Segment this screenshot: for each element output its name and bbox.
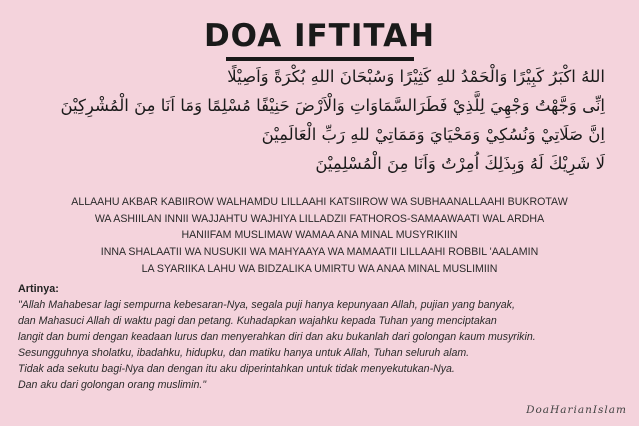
arabic-text-block <box>25 62 605 178</box>
translation-block <box>18 298 628 393</box>
arabic-line: لَا شَرِيْكَ لَهُ وَبِذَلِكَ اُمِرْتُ وَاَنَا مِنَ الْمُسْلِمِيْنَ <box>315 154 605 173</box>
translation-line: Tidak ada sekutu bagi-Nya dan dengan itu aku diperintahkan untuk tidak menyekutukan-Nya. <box>18 362 455 375</box>
translation-line: langit dan bumi dengan keadaan lurus dan menyerahkan diri dan aku bukanlah dari golongan kaum musyrikin. <box>18 330 536 343</box>
latin-line: HANIIFAM MUSLIMAW WAMAA ANA MINAL MUSYRIKIIN <box>181 229 458 242</box>
latin-line: INNA SHALAATII WA NUSUKII WA MAHYAAYA WA MAMAATII LILLAAHI ROBBIL 'AALAMIN <box>100 246 539 259</box>
translation-line: dan Mahasuci Allah di waktu pagi dan petang. Kuhadapkan wajahku kepada Tuhan yang menciptakan <box>18 314 497 327</box>
page-title: DOA IFTITAH <box>203 18 436 54</box>
arabic-line: اللهُ اكْبَرُ كَبِيْرًا وَالْحَمْدُ للهِ كَثِيْرًا وَسُبْحَانَ اللهِ بُكْرَةً وَاَصِيْلًا <box>227 67 605 86</box>
latin-line: LA SYARIIKA LAHU WA BIDZALIKA UMIRTU WA ANAA MINAL MUSLIMIIN <box>141 262 498 275</box>
arabic-line: اِنَّ صَلَاتِيْ وَنُسُكِيْ وَمَحْيَايَ وَمَمَاتِيْ للهِ رَبِّ الْعَالَمِيْنَ <box>261 125 605 144</box>
translation-line: Dan aku dari golongan orang muslimin." <box>18 378 207 391</box>
translation-line: Sesungguhnya sholatku, ibadahku, hidupku, dan matiku hanya untuk Allah, Tuhan seluruh alam. <box>18 346 470 359</box>
arabic-line: اِنِّى وَجَّهْتُ وَجْهِيَ لِلَّذِيْ فَطَرَالسَّمَاوَاتِ وَالْاَرْضَ حَنِيْفًا مُسْلِمًا وَمَا اَنَا مِنَ الْمُشْرِكِيْنَ <box>60 96 605 115</box>
translation-line: "Allah Mahabesar lagi sempurna kebesaran-Nya, segala puji hanya kepunyaan Allah, pujian yang banyak, <box>18 299 515 311</box>
translation-heading: Artinya: <box>18 283 59 295</box>
latin-line: WA ASHIILAN INNII WAJJAHTU WAJHIYA LILLADZII FATHOROS-SAMAAWAATI WAL ARDHA <box>94 212 545 225</box>
latin-transliteration-block <box>0 194 639 278</box>
title-underline <box>226 57 414 61</box>
latin-line: ALLAAHU AKBAR KABIIROW WALHAMDU LILLAAHI KATSIIROW WA SUBHAANALLAAHI BUKROTAW <box>71 196 568 208</box>
watermark: DoaHarianIslam <box>526 404 627 416</box>
